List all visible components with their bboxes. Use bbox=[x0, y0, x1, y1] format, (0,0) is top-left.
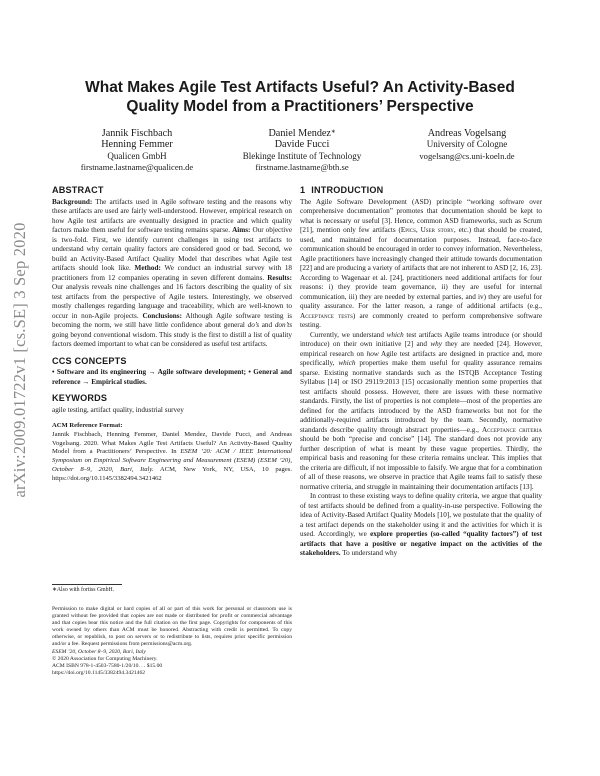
author-email: vogelsang@cs.uni-koeln.de bbox=[419, 150, 515, 161]
intro-paragraph-3: In contrast to these existing ways to define quality criteria, we argue that quality of test artifacts should be defined from a quality-in-use perspective. Following the idea of Activity-Based Artifact Quality Models [10], we postulate that the quality of a test artifact depends on the stakeholder using it and the activities for which it is used. Accordingly, we explore properties (so-called “quality factors”) of test artifacts that have a positive or negative impact on the activities of the stakeholders. To understand why bbox=[300, 492, 542, 557]
left-column bbox=[52, 186, 292, 484]
permission-block bbox=[52, 606, 292, 677]
author-group-qualicen bbox=[52, 128, 222, 173]
author-name: Daniel Mendez bbox=[268, 128, 331, 139]
author-affiliation: University of Cologne bbox=[426, 139, 508, 150]
right-column bbox=[300, 186, 542, 559]
author-name: Henning Femmer bbox=[101, 139, 173, 151]
permission-text: Permission to make digital or hard copies of all or part of this work for personal or classroom use is granted without fee provided that copies are not made or distributed for profit or commercial advantage and that copies bear this notice and the full citation on the first page. Copyrights for components of this work owned by others than ACM must be honored. Abstracting with credit is permitted. To copy otherwise, or republish, to post on servers or to redistribute to lists, requires prior specific permission and/or a fee. Request permissions from permissions@acm.org. bbox=[52, 606, 292, 648]
intro-heading: 1 INTRODUCTION bbox=[300, 185, 384, 195]
author-name: Davide Fucci bbox=[274, 139, 330, 151]
acm-reference-text: Jannik Fischbach, Henning Femmer, Daniel Mendez, Davide Fucci, and Andreas Vogelsang. 2020. What Makes Agile Test Artifacts Useful? An Activity-Based Quality Model from a Practitioners’ Perspective. In ESEM ’20: ACM / IEEE International Symposium on Empirical Software Engineering and Measurement (ESEM) (ESEM ’20), October 8–9, 2020, Bari, Italy. ACM, New York, NY, USA, 10 pages. https://doi.org/10.1145/3382494.3421462 bbox=[52, 430, 293, 482]
author-name: Andreas Vogelsang bbox=[427, 128, 507, 139]
footnote: ∗Also with fortiss GmbH. bbox=[52, 587, 115, 593]
keywords-text: agile testing, artifact quality, industrial survey bbox=[52, 405, 184, 414]
venue-line: ESEM ’20, October 8–9, 2020, Bari, Italy bbox=[52, 648, 146, 655]
arxiv-id: arXiv:2009.01722v1 [cs.SE] 3 Sep 2020 bbox=[10, 222, 29, 498]
title-line-2: Quality Model from a Practitioners’ Perspective bbox=[126, 98, 474, 115]
author-block bbox=[52, 128, 552, 178]
copyright-line: © 2020 Association for Computing Machinery. bbox=[52, 655, 158, 662]
intro-paragraph-2: Currently, we understand which test artifacts Agile teams introduce (or should introduce) on their own initiative [2] and why they are needed [24]. However, empirical research on how Agile test artifacts are designed in practice and, more specifically, which properties make them useful for quality assurance remains sparse. Existing normative standards such as the ISTQB Acceptance Testing Syllabus [14] or ISO 29119:2013 [15] occasionally mention some properties that test artifacts should possess. However, there are issues with these normative standards. Firstly, the list of properties is not complete—most of the properties are defined for the artifacts introduced by the ASD frameworks but not for the additionally-required artifacts introduced by the team. Secondly, normative standards describe quality through abstract properties—e.g., Acceptance criteria should be both “precise and concise” [14]. The standard does not provide any further description of what is meant by these vague properties. Thirdly, the empirical basis and reasoning for these criteria remains unclear. This implies that the criteria are difficult, if not impossible to falsify. We argue that for a combination of all of these reasons, we observe in practice that Agile teams fail to satisfy these normative criteria, and struggle in maintaining their documentation artifacts [13]. bbox=[300, 330, 543, 491]
author-email: firstname.lastname@qualicen.de bbox=[80, 161, 194, 172]
intro-paragraph-1: The Agile Software Development (ASD) principle “working software over comprehensive documentation” promotes that documentation should be kept to what is necessary or useful [3]. Hence, common ASD frameworks, such as Scrum [21], mention only few artifacts (Epics, User story, etc.) that should be created, used, and maintained for documentation purposes. Instead, face-to-face communication should be encouraged in order to convey information. Nevertheless, Agile practitioners have increasingly changed their attitude towards documentation [22] and are producing a variety of artifacts that are not inherent to ASD [2, 16, 23]. According to Wagenaar et al. [24], practitioners need additional artifacts for four reasons: i) they provide team governance, ii) they are useful for internal communication, iii) they are needed by external parties, and iv) they are useful for quality assurance. For the latter reason, a range of additional artifacts (e.g., Acceptance tests) are commonly created to perform comprehensive software testing. bbox=[300, 197, 543, 329]
author-group-bth bbox=[217, 128, 387, 173]
author-email: firstname.lastname@bth.se bbox=[255, 161, 349, 172]
keywords-heading: KEYWORDS bbox=[52, 393, 108, 403]
paper-title bbox=[60, 78, 540, 116]
footnote-marker: ∗ bbox=[330, 129, 336, 135]
author-name: Jannik Fischbach bbox=[101, 128, 173, 139]
footnote-rule bbox=[52, 584, 122, 585]
acm-reference-heading: ACM Reference Format: bbox=[52, 422, 123, 429]
author-affiliation: Blekinge Institute of Technology bbox=[242, 150, 362, 161]
isbn-line: ACM ISBN 978-1-4503-7580-1/20/10. . . $15.00 bbox=[52, 662, 163, 669]
abstract-text: Background: The artifacts used in Agile software testing and the reasons why these artifacts are used are fairly well-understood. However, empirical research on how Agile test artifacts are eventually designed in practice and which quality factors make them useful for software testing remains sparse. Aims: Our objective is two-fold. First, we identify current challenges in using test artifacts to understand why certain quality factors are considered good or bad. Second, we build an Activity-Based Artifact Quality Model that describes what Agile test artifacts should look like. Method: We conduct an industrial survey with 18 practitioners from 12 companies operating in seven different domains. Results: Our analysis reveals nine challenges and 16 factors describing the quality of six test artifacts from the perspective of Agile testers. Interestingly, we observed mostly challenges regarding language and traceability, which are well-known to occur in non-Agile projects. Conclusions: Although Agile software testing is becoming the norm, we still have little confidence about general do’s and don’ts going beyond conventional wisdom. This study is the first to distill a list of quality factors deemed important to what can be considered as useful test artifacts. bbox=[52, 197, 293, 348]
arxiv-sidebar-stamp bbox=[4, 150, 36, 570]
author-group-cologne bbox=[382, 128, 552, 162]
title-line-1: What Makes Agile Test Artifacts Useful? An Activity-Based bbox=[85, 79, 515, 96]
ccs-text: • Software and its engineering → Agile software development; • General and reference → Empirical studies. bbox=[52, 368, 292, 386]
abstract-heading: ABSTRACT bbox=[52, 185, 104, 195]
ccs-heading: CCS CONCEPTS bbox=[52, 355, 127, 366]
doi-line: https://doi.org/10.1145/3382494.3421462 bbox=[52, 669, 146, 676]
acm-reference-format bbox=[52, 422, 292, 484]
author-affiliation: Qualicen GmbH bbox=[107, 150, 167, 161]
